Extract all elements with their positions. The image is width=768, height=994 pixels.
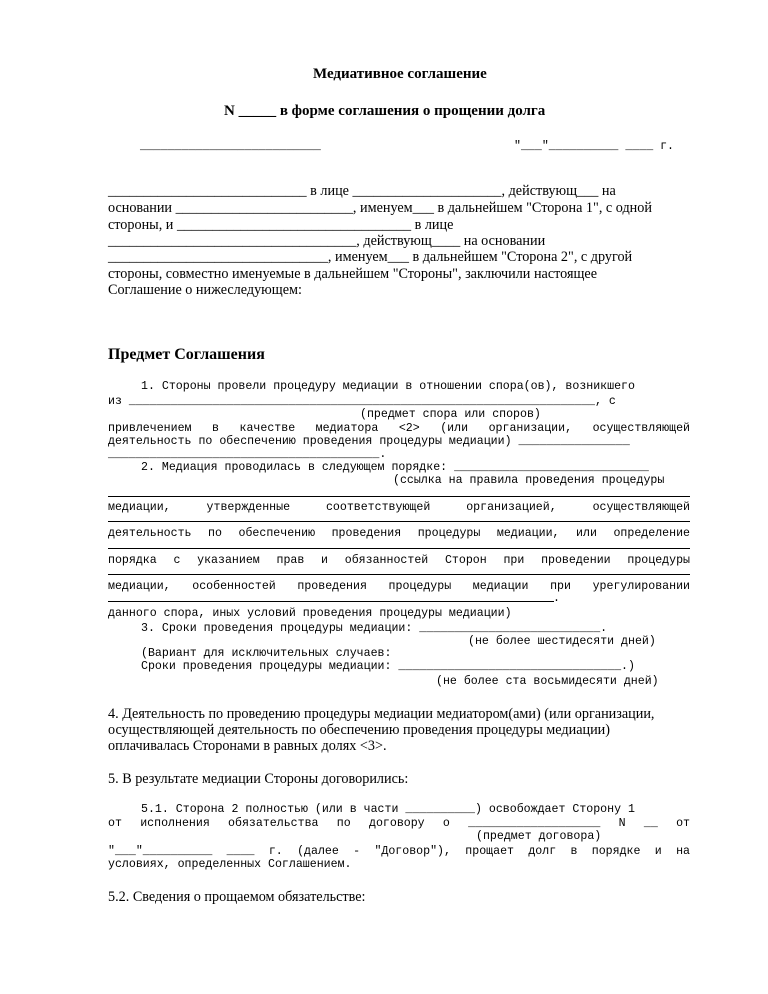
p2-trailing-dot: . <box>553 592 560 605</box>
blank-line <box>108 574 690 575</box>
p51-line: 5.1. Сторона 2 полностью (или в части __________) освобождает Сторону 1 <box>141 803 635 816</box>
p2-line: медиации, утвержденные соответствующей организацией, осуществляющей <box>108 501 690 514</box>
section-heading: Предмет Соглашения <box>108 346 265 363</box>
document-title: Медиативное соглашение <box>313 66 487 82</box>
p51-line: условиях, определенных Соглашением. <box>108 858 352 871</box>
p51-line: (предмет договора) <box>476 830 602 843</box>
intro-line: ____________________________ в лице _____________________, действующ___ на <box>108 183 616 199</box>
p52-line: 5.2. Сведения о прощаемом обязательстве: <box>108 889 366 905</box>
p3-line: (Вариант для исключительных случаев: <box>141 647 392 660</box>
p4-line: оплачивалась Сторонами в равных долях <3>. <box>108 738 387 754</box>
blank-line <box>108 521 690 522</box>
p2-line: 2. Медиация проводилась в следующем порядке: ____________________________ <box>141 461 649 474</box>
p1-line: 1. Стороны провели процедуру медиации в отношении спора(ов), возникшего <box>141 380 635 393</box>
blank-line <box>108 496 690 497</box>
p3-line: (не более ста восьмидесяти дней) <box>436 675 659 688</box>
date-line: "___"__________ ____ г. <box>514 140 675 153</box>
p2-line: данного спора, иных условий проведения процедуры медиации) <box>108 607 512 620</box>
p1-line: (предмет спора или споров) <box>360 408 541 421</box>
intro-line: Соглашение о нижеследующем: <box>108 282 302 298</box>
place-line: __________________________ <box>140 140 321 153</box>
p2-line: (ссылка на правила проведения процедуры <box>393 474 665 487</box>
p1-line: _______________________________________. <box>108 448 387 461</box>
p1-line: привлечением в качестве медиатора <2> (или организации, осуществляющей <box>108 422 690 435</box>
p2-line: порядка с указанием прав и обязанностей Сторон при проведении процедуры <box>108 554 690 567</box>
intro-line: _______________________________, именуем___ в дальнейшем "Сторона 2", с другой <box>108 249 633 265</box>
p1-line: из ___________________________________________________________________, с <box>108 395 616 408</box>
p4-line: 4. Деятельность по проведению процедуры медиации медиатором(ами) (или организации, <box>108 706 655 722</box>
intro-line: стороны, и _________________________________ в лице <box>108 217 454 233</box>
intro-line: основании _________________________, именуем___ в дальнейшем "Сторона 1", с одной <box>108 200 652 216</box>
blank-line <box>108 601 554 602</box>
p51-line: от исполнения обязательства по договору о ___________________ N __ от <box>108 817 690 830</box>
document-subtitle: N _____ в форме соглашения о прощении долга <box>224 103 546 119</box>
blank-line <box>108 548 690 549</box>
p51-line: "___"__________ ____ г. (далее - "Договор"), прощает долг в порядке и на <box>108 845 690 858</box>
p5-line: 5. В результате медиации Стороны договорились: <box>108 771 409 787</box>
p2-line: медиации, особенностей проведения процедуры медиации при урегулировании <box>108 580 690 593</box>
intro-line: ___________________________________, действующ____ на основании <box>108 233 546 249</box>
p3-line: Сроки проведения процедуры медиации: ________________________________.) <box>141 660 635 673</box>
p3-line: 3. Сроки проведения процедуры медиации: __________________________. <box>141 622 608 635</box>
p2-line: деятельность по обеспечению проведения процедуры медиации, или определение <box>108 527 690 540</box>
p3-line: (не более шестидесяти дней) <box>468 635 656 648</box>
p1-line: деятельность по обеспечению проведения процедуры медиации) ________________ <box>108 435 630 448</box>
intro-line: стороны, совместно именуемые в дальнейшем "Стороны", заключили настоящее <box>108 266 598 282</box>
p4-line: осуществляющей деятельность по обеспечению проведения процедуры медиации) <box>108 722 610 738</box>
